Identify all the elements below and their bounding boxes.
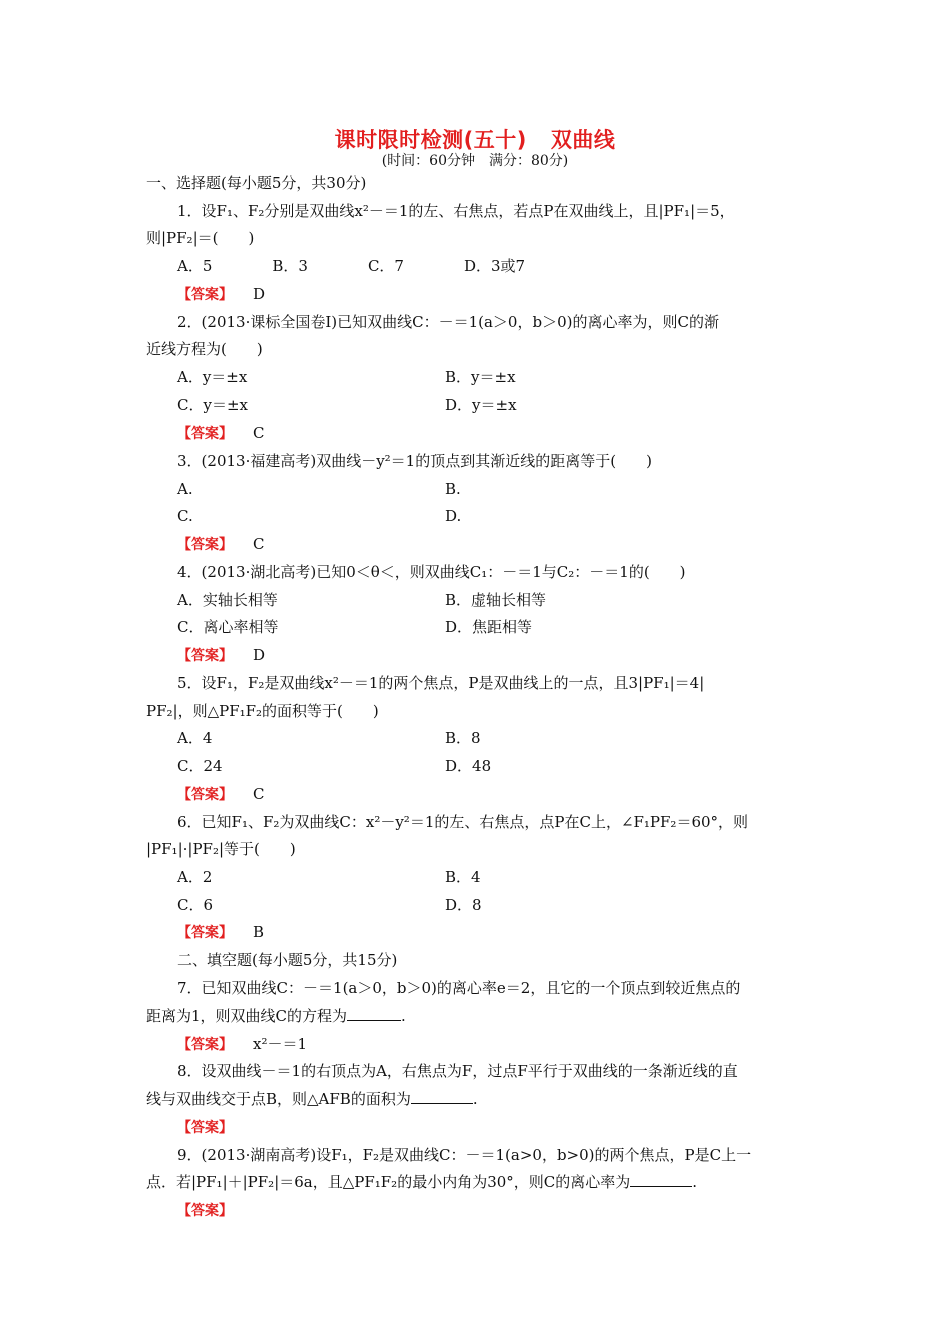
answer-label: 【答案】 bbox=[177, 925, 233, 941]
q5-stem-cont: PF₂|，则△PF₁F₂的面积等于( ) bbox=[146, 702, 379, 720]
q7-answer bbox=[177, 1034, 307, 1055]
answer-value: C bbox=[253, 785, 265, 803]
q1-stem: 1．设F₁、F₂分别是双曲线x²－＝1的左、右焦点，若点P在双曲线上，且|PF₁|＝5， bbox=[177, 202, 735, 220]
q4-option-a: A．实轴长相等 bbox=[177, 591, 278, 609]
q5-option-c: C．24 bbox=[177, 757, 223, 775]
q4-option-c: C．离心率相等 bbox=[177, 618, 279, 636]
title-topic: 双曲线 bbox=[550, 128, 616, 152]
q3-option-b: B. bbox=[445, 480, 461, 498]
answer-value: B bbox=[253, 923, 265, 941]
q6-stem: 6．已知F₁、F₂为双曲线C：x²－y²＝1的左、右焦点，点P在C上，∠F₁PF₂＝60°，则 bbox=[177, 813, 749, 831]
q4-option-b: B．虚轴长相等 bbox=[445, 591, 547, 609]
q2-option-c: C．y＝±x bbox=[177, 396, 248, 414]
section-heading-choice: 一、选择题(每小题5分，共30分) bbox=[146, 174, 367, 192]
q6-stem-cont: |PF₁|·|PF₂|等于( ) bbox=[146, 840, 296, 858]
answer-label: 【答案】 bbox=[177, 648, 233, 664]
title-main: 课时限时检测(五十) bbox=[334, 128, 527, 152]
q2-option-d: D．y＝±x bbox=[445, 396, 517, 414]
q5-option-a: A．4 bbox=[177, 729, 213, 747]
q2-option-a: A．y＝±x bbox=[177, 368, 248, 386]
q8-stem: 8．设双曲线－＝1的右顶点为A，右焦点为F，过点F平行于双曲线的一条渐近线的直 bbox=[177, 1062, 738, 1080]
q8-stem-end: . bbox=[472, 1090, 478, 1108]
q9-stem-cont bbox=[146, 1172, 697, 1192]
q2-answer bbox=[177, 423, 264, 444]
answer-label: 【答案】 bbox=[177, 537, 233, 553]
q3-option-d: D. bbox=[445, 507, 462, 525]
answer-value: C bbox=[253, 535, 265, 553]
q4-option-d: D．焦距相等 bbox=[445, 618, 533, 636]
q8-answer bbox=[177, 1117, 233, 1138]
q9-answer bbox=[177, 1200, 233, 1221]
answer-label: 【答案】 bbox=[177, 287, 233, 303]
q9-blank[interactable] bbox=[630, 1172, 692, 1187]
q7-blank[interactable] bbox=[347, 1006, 401, 1021]
q9-stem-text: 点．若|PF₁|＋|PF₂|＝6a，且△PF₁F₂的最小内角为30°，则C的离心率为 bbox=[146, 1173, 631, 1191]
q5-stem: 5．设F₁，F₂是双曲线x²－＝1的两个焦点，P是双曲线上的一点，且3|PF₁|＝4| bbox=[177, 674, 705, 692]
q1-options: A．5 B．3 C．7 D．3或7 bbox=[177, 257, 526, 275]
q6-option-a: A．2 bbox=[177, 868, 213, 886]
answer-label: 【答案】 bbox=[177, 787, 233, 803]
answer-value: x²－＝1 bbox=[253, 1035, 308, 1053]
answer-label: 【答案】 bbox=[177, 1037, 233, 1053]
q9-stem-end: . bbox=[692, 1173, 698, 1191]
answer-value: D bbox=[253, 285, 266, 303]
q5-option-b: B．8 bbox=[445, 729, 481, 747]
q3-option-a: A. bbox=[177, 480, 193, 498]
q2-stem: 2．(2013·课标全国卷Ⅰ)已知双曲线C：－＝1(a＞0，b＞0)的离心率为，则C的渐 bbox=[177, 313, 719, 331]
q5-option-d: D．48 bbox=[445, 757, 492, 775]
q8-blank[interactable] bbox=[411, 1089, 473, 1104]
answer-label: 【答案】 bbox=[177, 1120, 233, 1136]
q1-answer bbox=[177, 284, 265, 305]
q2-option-b: B．y＝±x bbox=[445, 368, 516, 386]
q7-stem-end: . bbox=[401, 1007, 406, 1025]
q3-option-c: C. bbox=[177, 507, 193, 525]
answer-value: D bbox=[253, 646, 266, 664]
q7-stem: 7．已知双曲线C：－＝1(a＞0，b＞0)的离心率e＝2，且它的一个顶点到较近焦点的 bbox=[177, 979, 741, 997]
q8-stem-text: 线与双曲线交于点B，则△AFB的面积为 bbox=[146, 1090, 411, 1108]
q6-answer bbox=[177, 922, 264, 943]
q3-stem: 3．(2013·福建高考)双曲线－y²＝1的顶点到其渐近线的距离等于( ) bbox=[177, 452, 652, 470]
section-heading-fill: 二、填空题(每小题5分，共15分) bbox=[177, 951, 398, 969]
q4-answer bbox=[177, 645, 265, 666]
q2-stem-cont: 近线方程为( ) bbox=[146, 340, 263, 358]
q1-stem-cont: 则|PF₂|＝( ) bbox=[146, 229, 255, 247]
q6-option-b: B．4 bbox=[445, 868, 481, 886]
q7-stem-cont bbox=[146, 1006, 406, 1026]
answer-label: 【答案】 bbox=[177, 426, 233, 442]
page-subtitle: (时间：60分钟 满分：80分) bbox=[381, 153, 569, 169]
q4-stem: 4．(2013·湖北高考)已知0＜θ＜，则双曲线C₁：－＝1与C₂：－＝1的( ) bbox=[177, 563, 686, 581]
answer-value: C bbox=[253, 424, 265, 442]
q9-stem: 9．(2013·湖南高考)设F₁，F₂是双曲线C：－＝1(a>0，b>0)的两个焦点，P是C上一 bbox=[177, 1146, 752, 1164]
q6-option-c: C．6 bbox=[177, 896, 214, 914]
q6-option-d: D．8 bbox=[445, 896, 482, 914]
q5-answer bbox=[177, 784, 264, 805]
q8-stem-cont bbox=[146, 1089, 478, 1109]
q7-stem-text: 距离为1，则双曲线C的方程为 bbox=[146, 1007, 348, 1025]
q3-answer bbox=[177, 534, 264, 555]
answer-label: 【答案】 bbox=[177, 1203, 233, 1219]
